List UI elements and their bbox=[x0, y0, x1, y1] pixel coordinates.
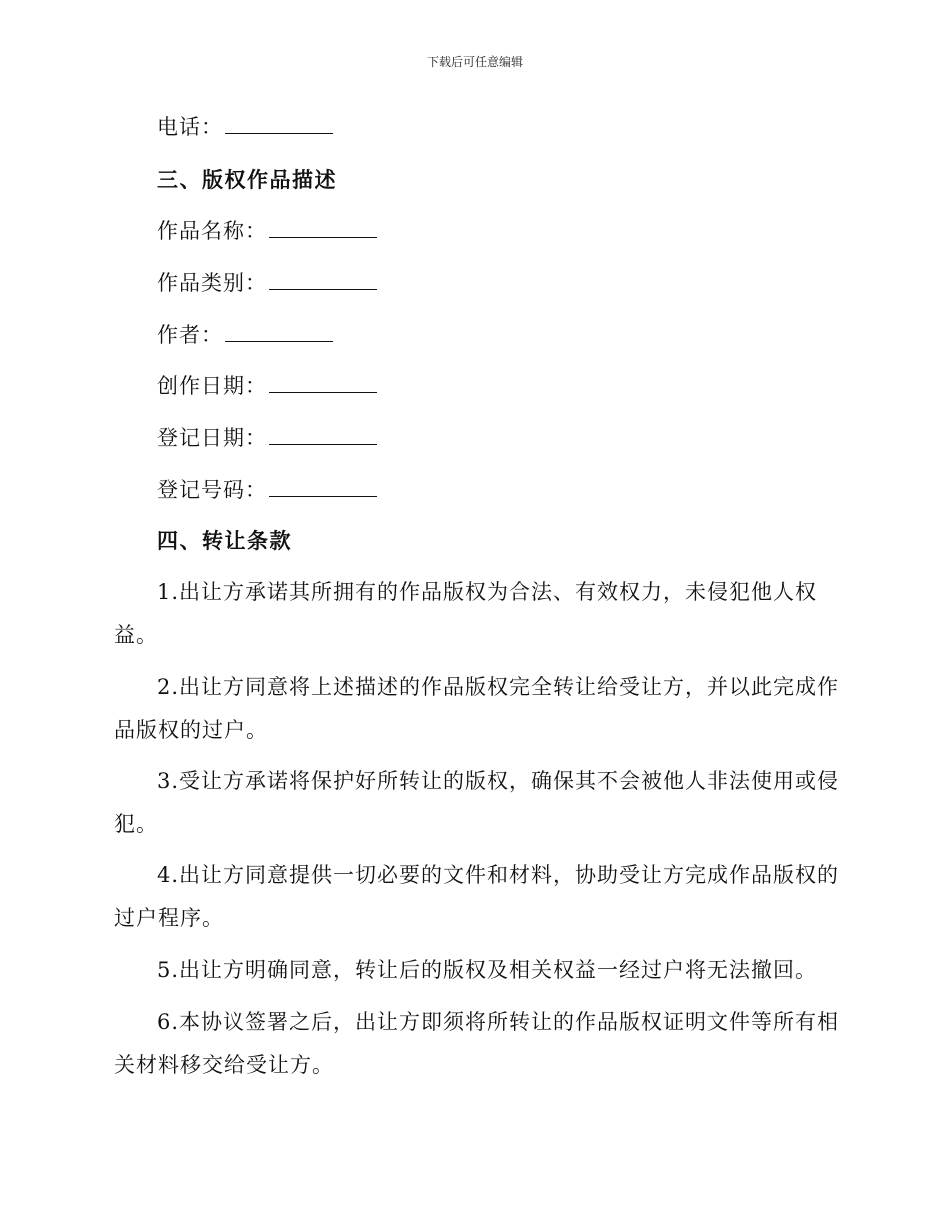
section-3-title: 三、版权作品描述 bbox=[157, 167, 337, 192]
clause-1-line-1: 1.出让方承诺其所拥有的作品版权为合法、有效权力，未侵犯他人权 bbox=[157, 580, 818, 604]
registration-date-field bbox=[157, 424, 377, 452]
phone-blank bbox=[225, 113, 333, 134]
author-blank bbox=[225, 321, 333, 342]
clause-3-line-2: 犯。 bbox=[114, 812, 158, 836]
clause-6-line-1: 6.本协议签署之后，出让方即须将所转让的作品版权证明文件等所有相 bbox=[157, 1010, 840, 1034]
author-field bbox=[157, 321, 333, 349]
creation-date-blank bbox=[269, 372, 377, 393]
phone-label: 电话： bbox=[157, 115, 223, 139]
clause-6-line-2: 关材料移交给受让方。 bbox=[114, 1053, 334, 1077]
registration-number-label: 登记号码： bbox=[157, 478, 267, 502]
work-name-label: 作品名称： bbox=[157, 219, 267, 243]
clause-2-line-2: 品版权的过户。 bbox=[114, 718, 268, 742]
registration-number-blank bbox=[269, 476, 377, 497]
clause-3-line-1: 3.受让方承诺将保护好所转让的版权，确保其不会被他人非法使用或侵 bbox=[157, 769, 840, 793]
creation-date-label: 创作日期： bbox=[157, 374, 267, 398]
registration-number-field bbox=[157, 476, 377, 504]
work-name-blank bbox=[269, 217, 377, 238]
section-4-title: 四、转让条款 bbox=[157, 528, 292, 553]
page-header: 下载后可任意编辑 bbox=[426, 55, 523, 69]
phone-field bbox=[157, 113, 333, 141]
registration-date-label: 登记日期： bbox=[157, 426, 267, 450]
clause-1-line-2: 益。 bbox=[114, 623, 158, 647]
author-label: 作者： bbox=[157, 323, 223, 347]
clause-4-line-2: 过户程序。 bbox=[114, 906, 224, 930]
work-name-field bbox=[157, 217, 377, 245]
work-category-field bbox=[157, 269, 377, 297]
work-category-blank bbox=[269, 269, 377, 290]
clause-2-line-1: 2.出让方同意将上述描述的作品版权完全转让给受让方，并以此完成作 bbox=[157, 675, 840, 699]
registration-date-blank bbox=[269, 424, 377, 445]
creation-date-field bbox=[157, 372, 377, 400]
clause-5-line-1: 5.出让方明确同意，转让后的版权及相关权益一经过户将无法撤回。 bbox=[157, 958, 818, 982]
work-category-label: 作品类别： bbox=[157, 271, 267, 295]
clause-4-line-1: 4.出让方同意提供一切必要的文件和材料，协助受让方完成作品版权的 bbox=[157, 863, 840, 887]
